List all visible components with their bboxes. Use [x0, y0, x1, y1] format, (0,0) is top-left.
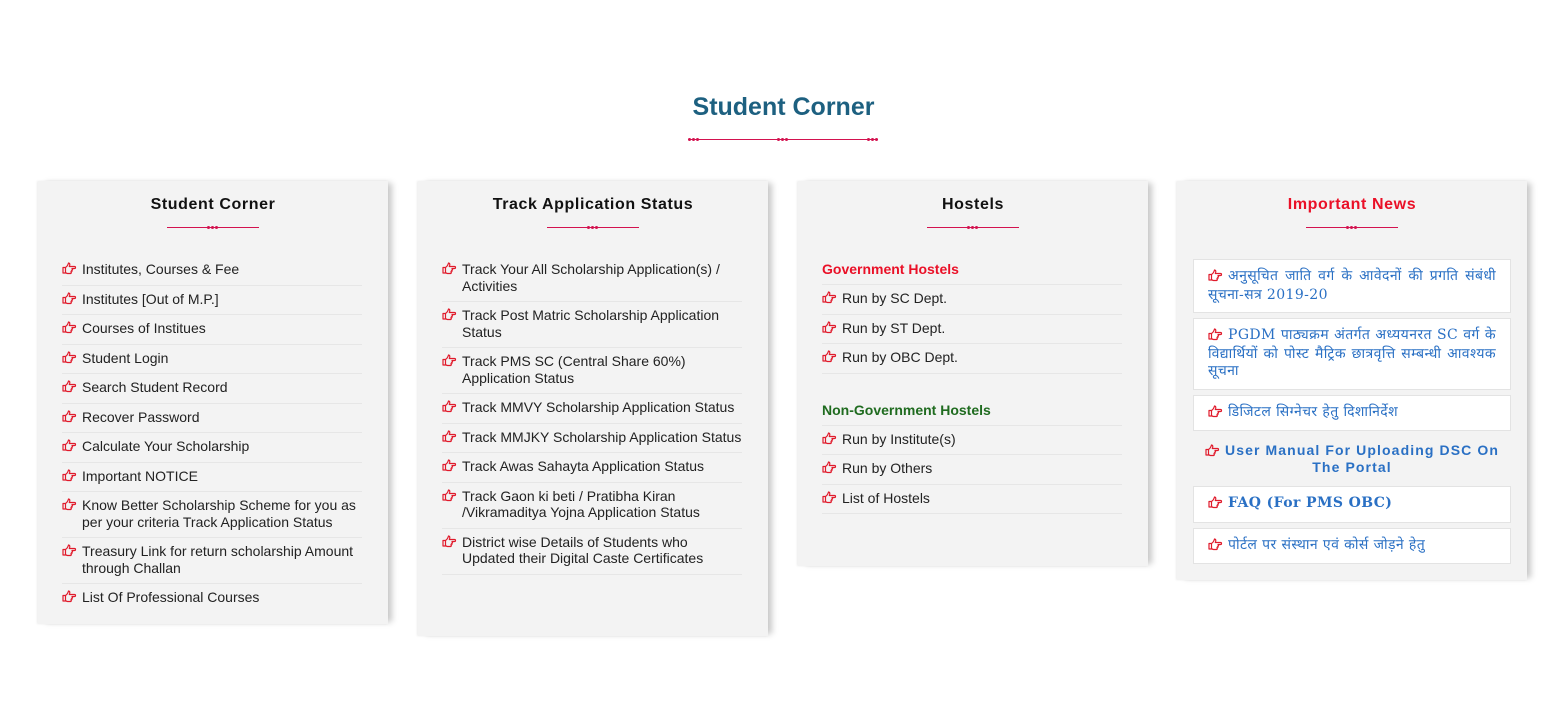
link-label: Track PMS SC (Central Share 60%) Application Status [462, 353, 686, 386]
link-track-awas-sahayta[interactable] [442, 458, 742, 483]
news-label: User Manual For Uploading DSC On The Portal [1225, 442, 1499, 475]
page-title: Student Corner [692, 93, 875, 121]
link-label: List Of Professional Courses [82, 589, 260, 605]
news-item[interactable] [1193, 259, 1511, 313]
hand-pointing-right-icon [822, 350, 836, 362]
hand-pointing-right-icon [62, 262, 76, 274]
link-recover-password[interactable] [62, 409, 362, 434]
hand-pointing-right-icon [1205, 443, 1219, 459]
hand-pointing-right-icon [62, 380, 76, 392]
link-label: Important NOTICE [82, 467, 198, 484]
hand-pointing-right-icon [62, 469, 76, 481]
hand-pointing-right-icon [62, 439, 76, 451]
link-label: List of Hostels [842, 489, 930, 506]
hand-pointing-right-icon [442, 489, 456, 501]
hand-pointing-right-icon [62, 590, 76, 602]
hand-pointing-right-icon [822, 491, 836, 503]
link-label: Track Post Matric Scholarship Application Status [462, 307, 720, 340]
hand-pointing-right-icon [442, 262, 456, 274]
link-label: Search Student Record [82, 379, 228, 395]
link-label: Track MMVY Scholarship Application Status [462, 399, 735, 415]
link-run-by-sc[interactable] [822, 290, 1122, 315]
link-label: Know Better Scholarship Scheme for you as per your criteria Track Application Status [82, 497, 356, 530]
link-label: Track Gaon ki beti / Pratibha Kiran /Vikramaditya Yojna Application Status [462, 487, 700, 520]
hand-pointing-right-icon [822, 461, 836, 473]
link-know-better-scholarship[interactable] [62, 497, 362, 538]
link-label: Institutes [Out of M.P.] [82, 290, 219, 307]
link-label: Institutes, Courses & Fee [82, 261, 240, 277]
hand-pointing-right-icon [62, 544, 76, 556]
link-label: Student Login [82, 349, 169, 366]
hand-pointing-right-icon [62, 292, 76, 304]
card-title: Hostels [942, 196, 1004, 213]
card-title-divider [1306, 225, 1398, 231]
link-calculate-scholarship[interactable] [62, 438, 362, 463]
title-divider [688, 137, 878, 143]
link-label: Calculate Your Scholarship [82, 438, 250, 454]
link-district-caste-certificates[interactable] [442, 534, 742, 575]
card-title: Important News [1287, 196, 1417, 213]
link-label: Run by ST Dept. [842, 319, 946, 336]
link-track-all-applications[interactable] [442, 261, 742, 302]
link-label: Courses of Institues [82, 320, 206, 336]
link-run-by-st[interactable] [822, 320, 1122, 345]
track-application-card [418, 181, 768, 636]
link-track-mmjky[interactable] [442, 429, 742, 454]
link-label: Run by SC Dept. [842, 290, 948, 306]
link-search-student-record[interactable] [62, 379, 362, 404]
link-student-login[interactable] [62, 350, 362, 375]
link-label: Track Your All Scholarship Application(s) / Activities [462, 261, 720, 294]
link-run-by-others[interactable] [822, 460, 1122, 485]
hand-pointing-right-icon [62, 321, 76, 333]
link-courses-of-institutes[interactable] [62, 320, 362, 345]
news-label: डिजिटल सिग्नेचर हेतु दिशानिर्देश [1228, 403, 1399, 420]
card-title-divider [927, 225, 1019, 231]
hand-pointing-right-icon [62, 351, 76, 363]
link-label: Run by Others [842, 460, 933, 476]
link-track-post-matric[interactable] [442, 307, 742, 348]
hostels-list [822, 261, 1122, 519]
hand-pointing-right-icon [822, 321, 836, 333]
hand-pointing-right-icon [442, 308, 456, 320]
link-run-by-institutes[interactable] [822, 431, 1122, 456]
hand-pointing-right-icon [442, 535, 456, 547]
news-item[interactable] [1193, 528, 1511, 565]
link-label: Treasury Link for return scholarship Amount through Challan [82, 543, 354, 576]
link-list-of-hostels[interactable] [822, 490, 1122, 515]
news-label: पोर्टल पर संस्थान एवं कोर्स जोड़ने हेतु [1228, 536, 1426, 553]
link-label: Track MMJKY Scholarship Application Status [462, 428, 742, 445]
hand-pointing-right-icon [1208, 496, 1222, 514]
student-corner-list [62, 261, 362, 618]
hand-pointing-right-icon [1208, 538, 1222, 556]
hand-pointing-right-icon [442, 400, 456, 412]
link-track-mmvy[interactable] [442, 399, 742, 424]
link-label: Track Awas Sahayta Application Status [462, 458, 705, 474]
link-institutes-out-of-mp[interactable] [62, 291, 362, 316]
news-item[interactable] [1193, 486, 1511, 523]
hand-pointing-right-icon [1208, 328, 1222, 346]
government-hostels-heading: Government Hostels [822, 261, 1122, 285]
hand-pointing-right-icon [62, 410, 76, 422]
link-track-gaon-ki-beti[interactable] [442, 488, 742, 529]
link-track-pms-sc[interactable] [442, 353, 742, 394]
news-ticker[interactable] [1193, 259, 1511, 553]
hand-pointing-right-icon [442, 459, 456, 471]
hand-pointing-right-icon [1208, 405, 1222, 423]
hand-pointing-right-icon [822, 432, 836, 444]
hand-pointing-right-icon [822, 291, 836, 303]
hand-pointing-right-icon [1208, 269, 1222, 287]
news-item[interactable] [1193, 318, 1511, 390]
non-government-hostels-heading: Non-Government Hostels [822, 402, 1122, 426]
link-label: Run by Institute(s) [842, 430, 956, 447]
hand-pointing-right-icon [442, 354, 456, 366]
hand-pointing-right-icon [62, 498, 76, 510]
card-title-divider [547, 225, 639, 231]
card-title-divider [167, 225, 259, 231]
link-institutes-courses-fee[interactable] [62, 261, 362, 286]
news-item[interactable] [1193, 436, 1511, 481]
news-label: FAQ (For PMS OBC) [1228, 495, 1393, 511]
link-label: Recover Password [82, 408, 200, 425]
hand-pointing-right-icon [442, 430, 456, 442]
card-title: Track Application Status [492, 196, 694, 213]
link-label: Run by OBC Dept. [842, 349, 958, 365]
important-news-card [1177, 181, 1527, 580]
link-run-by-obc[interactable] [822, 349, 1122, 374]
card-title: Student Corner [150, 196, 276, 213]
track-application-list [442, 261, 742, 580]
link-label: District wise Details of Students who Updated their Digital Caste Certificates [462, 533, 704, 566]
hostels-card [798, 181, 1148, 566]
news-item[interactable] [1193, 395, 1511, 432]
news-label: अनुसूचित जाति वर्ग के आवेदनों की प्रगति संबंधी सूचना-सत्र 2019-20 [1208, 268, 1496, 303]
link-treasury-challan[interactable] [62, 543, 362, 584]
news-label: PGDM पाठ्यक्रम अंतर्गत अध्ययनरत SC वर्ग के विद्यार्थियों को पोस्ट मैट्रिक छात्रवृत्ति सम्बन्धी आवश्यक सूचना [1208, 327, 1496, 379]
link-professional-courses[interactable] [62, 589, 362, 613]
link-important-notice[interactable] [62, 468, 362, 493]
student-corner-card [38, 181, 388, 624]
